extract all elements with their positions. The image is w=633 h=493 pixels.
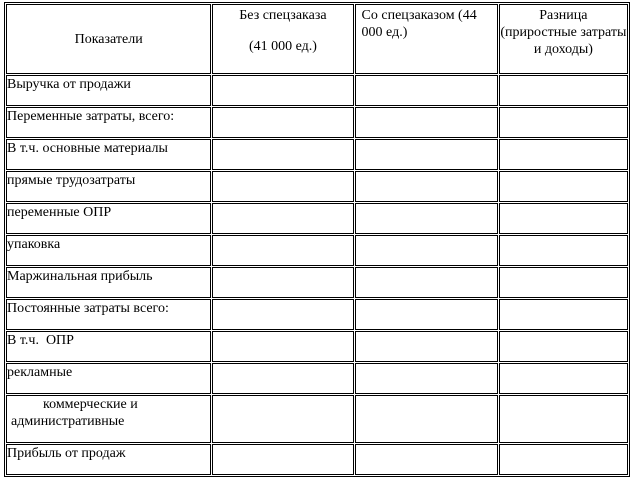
header-without-order-label: Без спецзаказа	[239, 8, 327, 23]
row-label-sga-line2: административные	[11, 414, 125, 429]
row-label-materials: В т.ч. основные материалы	[6, 139, 211, 170]
row-label-sga-line1: коммерческие и	[43, 397, 138, 412]
table-row	[6, 331, 628, 362]
cell-fixed-costs-with-order	[355, 299, 498, 330]
row-label-advertising: рекламные	[6, 363, 211, 394]
table-row	[6, 139, 628, 170]
header-with-order: Со спецзаказом (44 000 ед.)	[355, 4, 498, 74]
cell-fixed-overhead-difference	[499, 331, 628, 362]
row-label-sga	[6, 395, 211, 443]
header-difference: Разница (приростные затраты и доходы)	[499, 4, 628, 74]
cell-materials-with-order	[355, 139, 498, 170]
cell-materials-difference	[499, 139, 628, 170]
table-row	[6, 267, 628, 298]
cell-operating-profit-without-order	[212, 444, 353, 475]
cell-sga-difference	[499, 395, 628, 443]
cell-sga-without-order	[212, 395, 353, 443]
cell-variable-overhead-difference	[499, 203, 628, 234]
table-row	[6, 75, 628, 106]
cell-contribution-margin-without-order	[212, 267, 353, 298]
row-label-direct-labor: прямые трудозатраты	[6, 171, 211, 202]
cell-sga-with-order	[355, 395, 498, 443]
table-row	[6, 444, 628, 475]
cell-revenue-difference	[499, 75, 628, 106]
header-indicators: Показатели	[6, 4, 211, 74]
cell-packaging-without-order	[212, 235, 353, 266]
row-label-packaging: упаковка	[6, 235, 211, 266]
row-label-contribution-margin: Маржинальная прибыль	[6, 267, 211, 298]
cell-fixed-costs-difference	[499, 299, 628, 330]
cell-direct-labor-with-order	[355, 171, 498, 202]
cell-revenue-with-order	[355, 75, 498, 106]
cell-packaging-difference	[499, 235, 628, 266]
row-label-operating-profit: Прибыль от продаж	[6, 444, 211, 475]
cell-advertising-without-order	[212, 363, 353, 394]
row-label-variable-costs: Переменные затраты, всего:	[6, 107, 211, 138]
table-row	[6, 107, 628, 138]
cell-operating-profit-difference	[499, 444, 628, 475]
row-label-fixed-costs: Постоянные затраты всего:	[6, 299, 211, 330]
cell-fixed-costs-without-order	[212, 299, 353, 330]
cell-variable-costs-difference	[499, 107, 628, 138]
table-row	[6, 363, 628, 394]
cell-materials-without-order	[212, 139, 353, 170]
cell-fixed-overhead-without-order	[212, 331, 353, 362]
cell-fixed-overhead-with-order	[355, 331, 498, 362]
cell-variable-overhead-without-order	[212, 203, 353, 234]
table-row	[6, 235, 628, 266]
cell-advertising-difference	[499, 363, 628, 394]
table-row	[6, 299, 628, 330]
cell-variable-overhead-with-order	[355, 203, 498, 234]
cell-variable-costs-with-order	[355, 107, 498, 138]
cell-variable-costs-without-order	[212, 107, 353, 138]
cell-advertising-with-order	[355, 363, 498, 394]
cell-contribution-margin-difference	[499, 267, 628, 298]
cell-revenue-without-order	[212, 75, 353, 106]
report-table	[4, 2, 630, 477]
table-row	[6, 395, 628, 443]
row-label-revenue: Выручка от продажи	[6, 75, 211, 106]
table-row	[6, 171, 628, 202]
cell-direct-labor-difference	[499, 171, 628, 202]
header-row	[6, 4, 628, 74]
header-without-order-units: (41 000 ед.)	[248, 39, 317, 54]
row-label-variable-overhead: переменные ОПР	[6, 203, 211, 234]
cell-contribution-margin-with-order	[355, 267, 498, 298]
header-without-order	[212, 4, 353, 74]
cell-operating-profit-with-order	[355, 444, 498, 475]
cell-direct-labor-without-order	[212, 171, 353, 202]
cell-packaging-with-order	[355, 235, 498, 266]
table-row	[6, 203, 628, 234]
row-label-fixed-overhead: В т.ч. ОПР	[6, 331, 211, 362]
